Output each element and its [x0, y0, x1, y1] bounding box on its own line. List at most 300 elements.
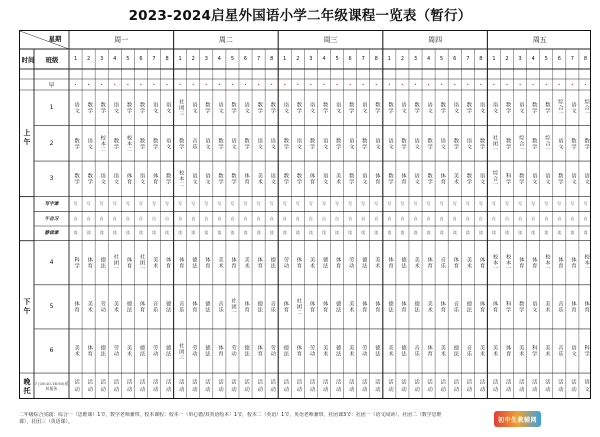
timetable-cell: 体育: [177, 257, 184, 269]
timetable-cell: 语文: [452, 102, 459, 114]
page-title: 2023-2024启星外国语小学二年级课程一览表（暂行）: [128, 8, 472, 24]
timetable-cell: 语文: [360, 173, 367, 185]
timetable-cell: 写: [374, 200, 379, 206]
timetable-cell: 劳动: [99, 301, 106, 313]
timetable-cell: 劳动: [347, 257, 354, 269]
timetable-cell: 体育: [256, 257, 263, 269]
timetable-cell: 科学: [73, 257, 80, 269]
timetable-cell: 活动: [556, 379, 563, 394]
timetable-cell: 语文: [478, 173, 485, 185]
timetable-cell: 写: [557, 200, 562, 206]
timetable-cell: 体育: [583, 301, 590, 313]
timetable-cell: 社团三: [177, 342, 184, 360]
timetable-cell: 劳动: [269, 345, 276, 357]
morning-cell: •: [205, 82, 208, 87]
timetable-cell: 语文: [517, 102, 524, 114]
morning-cell: •: [571, 82, 574, 87]
timetable-cell: 德法: [243, 345, 250, 357]
timetable-cell: 语文: [308, 102, 315, 114]
timetable-cell: 读: [478, 230, 483, 236]
timetable-cell: 活动: [347, 379, 354, 394]
class-number-header: 7: [466, 56, 470, 62]
timetable-cell: 体育: [151, 173, 158, 185]
timetable-cell: 体育: [256, 345, 263, 357]
timetable-cell: 体育: [86, 257, 93, 269]
class-number-header: 1: [387, 56, 391, 62]
timetable-cell: 自: [557, 215, 562, 221]
row-label-6: 静读课: [44, 231, 59, 237]
timetable-cell: 数学: [386, 173, 393, 185]
timetable-cell: 体育: [439, 173, 446, 185]
class-number-header: 8: [374, 56, 378, 62]
timetable-cell: 语文: [413, 137, 420, 149]
timetable-cell: 自: [138, 215, 143, 221]
timetable-cell: 体育: [400, 301, 407, 313]
section-morning: 上午: [23, 128, 31, 147]
timetable-cell: 活动: [177, 379, 184, 394]
class-header-label: 班级: [45, 55, 59, 64]
timetable-cell: 数学: [426, 137, 433, 149]
timetable-cell: 读: [282, 230, 287, 236]
timetable-cell: 活动: [99, 379, 106, 394]
morning-cell: •: [558, 82, 561, 87]
morning-cell: •: [322, 82, 326, 87]
timetable-cell: 读: [151, 230, 156, 236]
timetable-cell: 读: [125, 230, 130, 236]
class-number-header: 2: [87, 56, 91, 62]
class-number-header: 7: [152, 56, 156, 62]
morning-cell: •: [335, 82, 339, 87]
timetable-cell: 写: [321, 200, 326, 206]
timetable-cell: 读: [505, 230, 509, 236]
timetable-cell: 体育: [491, 301, 498, 313]
day-header-2: 周二: [218, 36, 233, 44]
timetable-cell: 语文: [373, 137, 380, 149]
timetable-cell: 数学: [269, 102, 276, 114]
timetable-cell: 音乐: [465, 345, 472, 357]
timetable-cell: 自: [178, 215, 183, 221]
morning-cell: •: [544, 82, 548, 87]
timetable-cell: 综合一: [517, 134, 524, 152]
morning-cell: •: [165, 82, 169, 87]
timetable-cell: 写: [387, 200, 392, 206]
timetable-cell: 语文: [570, 345, 577, 357]
timetable-cell: 数学: [504, 137, 511, 149]
timetable-cell: 语文: [530, 173, 537, 185]
timetable-cell: 读: [491, 230, 496, 236]
timetable-cell: 写: [465, 200, 470, 206]
timetable-cell: 活动: [269, 379, 276, 394]
timetable-cell: 写: [505, 200, 509, 206]
timetable-cell: 读: [557, 230, 562, 236]
timetable-cell: 语文: [556, 137, 563, 149]
timetable-cell: 美术: [347, 345, 354, 357]
timetable-cell: 写: [439, 200, 444, 206]
timetable-cell: 写: [243, 200, 248, 206]
timetable-cell: 德法: [164, 301, 171, 313]
timetable-cell: 德法: [99, 345, 106, 357]
timetable-cell: 写: [426, 200, 431, 206]
timetable-cell: 语文: [491, 102, 498, 114]
timetable-cell: 写: [112, 200, 117, 206]
timetable-cell: 读: [400, 230, 405, 236]
morning-cell: •: [309, 82, 313, 87]
timetable-cell: 体育: [386, 257, 393, 269]
timetable-cell: 读: [178, 230, 183, 236]
timetable-cell: 德法: [360, 257, 367, 269]
timetable-cell: 自: [374, 215, 379, 221]
timetable-cell: 校本一: [491, 254, 498, 272]
timetable-cell: 社团二: [295, 298, 302, 316]
timetable-cell: 读: [439, 230, 444, 236]
timetable-cell: 美术: [373, 257, 380, 269]
timetable-cell: 校本一: [583, 254, 590, 272]
timetable-cell: 语文: [570, 102, 577, 114]
timetable-cell: 美术: [151, 257, 158, 269]
timetable-cell: 德法: [125, 301, 132, 313]
timetable-cell: 体育: [190, 301, 197, 313]
timetable-cell: 数学: [452, 137, 459, 149]
timetable-cell: 数学: [517, 173, 524, 185]
morning-cell: •: [231, 82, 234, 87]
timetable-cell: 自: [86, 215, 91, 221]
timetable-cell: 体育: [478, 257, 485, 269]
timetable-cell: 自: [73, 215, 78, 221]
timetable-cell: 写: [73, 200, 78, 206]
timetable-cell: 美术: [517, 345, 524, 357]
timetable-cell: 美术: [439, 345, 446, 357]
timetable-cell: 音乐: [452, 301, 459, 313]
timetable-cell: 德法: [465, 301, 472, 313]
timetable-cell: 语文: [138, 173, 145, 185]
timetable-cell: 语文: [190, 173, 197, 185]
row-label-2: 2: [49, 139, 54, 147]
timetable-cell: 写: [138, 200, 143, 206]
timetable-cell: 语文: [334, 102, 341, 114]
timetable-cell: 读: [256, 230, 261, 236]
timetable-cell: 音乐: [217, 301, 223, 313]
timetable-cell: 自: [243, 215, 248, 221]
class-number-header: 1: [178, 56, 182, 62]
timetable-cell: 美术: [491, 345, 498, 357]
timetable-cell: 音乐: [556, 301, 563, 313]
timetable-cell: 数学: [517, 301, 524, 313]
timetable-cell: 数学: [112, 137, 119, 149]
timetable-cell: 美术: [321, 345, 328, 357]
class-number-header: 4: [217, 56, 221, 62]
timetable-cell: 写: [269, 200, 274, 206]
timetable-cell: 数学: [556, 173, 563, 185]
timetable-cell: 读: [465, 230, 470, 236]
morning-cell: •: [74, 82, 77, 87]
timetable-cell: 体育: [439, 301, 446, 313]
timetable-cell: 语文: [164, 137, 171, 149]
timetable-cell: 自: [335, 215, 340, 221]
timetable-cell: 语文: [321, 137, 328, 149]
timetable-cell: 活动: [504, 379, 511, 394]
timetable-cell: 写: [570, 200, 575, 206]
timetable-cell: 体育: [517, 257, 524, 269]
class-number-header: 8: [165, 56, 169, 62]
morning-cell: •: [361, 82, 365, 87]
timetable-cell: 自: [151, 215, 156, 221]
timetable-cell: 音乐: [190, 137, 197, 149]
timetable-cell: 读: [165, 230, 170, 236]
timetable-cell: 体育: [125, 257, 132, 269]
timetable-cell: 数学: [86, 102, 93, 114]
morning-cell: •: [375, 82, 378, 87]
timetable-cell: 音乐: [269, 301, 276, 313]
class-number-header: 3: [518, 56, 522, 62]
timetable-cell: 语文: [256, 137, 263, 149]
class-number-header: 6: [243, 56, 248, 62]
timetable-cell: 体育: [203, 257, 210, 269]
morning-cell: •: [191, 82, 195, 87]
class-number-header: 4: [322, 56, 326, 62]
morning-cell: •: [100, 82, 103, 87]
timetable-cell: 德法: [256, 301, 263, 313]
timetable-cell: 写: [348, 200, 353, 206]
timetable-cell: 数学: [413, 102, 420, 114]
timetable-cell: 德法: [386, 301, 393, 313]
timetable-cell: 综合一: [543, 134, 550, 152]
timetable-cell: 体育: [426, 345, 433, 357]
row-label-1: 1: [49, 104, 54, 112]
class-number-header: 7: [361, 56, 365, 62]
timetable-cell: 活动: [217, 379, 223, 394]
timetable-cell: 数学: [465, 173, 472, 185]
timetable-cell: 德法: [203, 345, 210, 357]
timetable-cell: 美术: [452, 173, 459, 185]
timetable-cell: 体育: [308, 301, 315, 313]
timetable-cell: 数学: [282, 137, 289, 149]
timetable-cell: 美术: [112, 301, 119, 313]
class-number-header: 6: [557, 56, 561, 62]
timetable-cell: 数学: [99, 102, 106, 114]
timetable-cell: 体育: [334, 257, 341, 269]
timetable-cell: 自: [544, 215, 549, 221]
timetable-cell: 活动: [308, 379, 315, 394]
class-number-header: 2: [505, 56, 509, 62]
timetable-cell: 数学: [138, 137, 145, 149]
timetable-cell: 美术: [413, 257, 420, 269]
timetable-cell: 美术: [478, 345, 485, 357]
class-number-header: 1: [283, 56, 287, 62]
timetable-cell: 美术: [125, 345, 132, 357]
timetable-cell: 语文: [543, 173, 550, 185]
timetable-cell: 语文: [269, 137, 276, 149]
timetable-cell: 语文: [295, 137, 302, 149]
timetable-cell: 数学: [177, 137, 184, 149]
timetable-cell: 自: [387, 215, 392, 221]
timetable-cell: 自: [295, 215, 300, 221]
timetable-cell: 读: [583, 230, 588, 236]
timetable-cell: 数学: [530, 102, 537, 114]
timetable-cell: 读: [295, 230, 300, 236]
timetable-cell: 语文: [413, 173, 420, 185]
timetable-cell: 活动: [478, 379, 485, 394]
timetable-cell: 读: [308, 230, 313, 236]
timetable-cell: 活动: [360, 379, 367, 394]
timetable-cell: 德法: [99, 257, 106, 269]
timetable-cell: 活动: [151, 379, 158, 394]
morning-cell: •: [401, 82, 404, 87]
timetable-cell: 写: [99, 200, 104, 206]
timetable-cell: 科学: [583, 345, 590, 357]
class-number-header: 3: [204, 56, 208, 62]
timetable-cell: 数学: [334, 137, 341, 149]
row-label-9: 6: [49, 347, 54, 355]
timetable-cell: 社团一: [491, 134, 498, 152]
timetable-cell: 自: [348, 215, 353, 221]
class-number-header: 5: [230, 56, 235, 62]
timetable-cell: 校本二: [125, 134, 132, 152]
timetable-cell: 语文: [73, 102, 80, 114]
timetable-cell: 数学: [282, 173, 289, 185]
timetable-cell: 劳动: [151, 345, 158, 357]
timetable-cell: 德法: [282, 345, 289, 357]
timetable-cell: 读: [269, 230, 274, 236]
morning-cell: •: [283, 82, 286, 87]
timetable-cell: 数学: [439, 102, 446, 114]
timetable-cell: 体育: [308, 173, 315, 185]
timetable-cell: 语文: [230, 137, 237, 149]
timetable-cell: 读: [86, 230, 91, 236]
timetable-cell: 读: [361, 230, 366, 236]
timetable-cell: 写: [413, 200, 418, 206]
timetable-cell: 活动: [295, 379, 302, 394]
timetable-cell: 读: [387, 230, 392, 236]
timetable-cell: 数学: [465, 102, 472, 114]
timetable-cell: 数学: [543, 102, 550, 114]
class-number-header: 3: [413, 56, 418, 62]
timetable-cell: 体育: [478, 301, 485, 313]
timetable-cell: 自: [361, 215, 366, 221]
morning-cell: •: [244, 82, 247, 87]
timetable-cell: 体育: [86, 345, 93, 357]
row-label-morning-reading: 早: [48, 82, 55, 89]
timetable-cell: 语文: [570, 173, 577, 185]
timetable-cell: 读: [204, 230, 209, 236]
timetable-cell: 体育: [125, 173, 132, 185]
class-number-header: 8: [270, 56, 274, 62]
timetable-cell: 体育: [138, 301, 145, 313]
timetable-cell: 劳动: [112, 345, 119, 357]
timetable-cell: 写: [151, 200, 156, 206]
timetable-cell: 语文: [151, 102, 158, 114]
class-number-header: 6: [453, 56, 457, 62]
timetable-cell: 活动: [73, 379, 80, 394]
timetable-cell: 劳动: [308, 345, 315, 357]
timetable-cell: 读: [243, 230, 248, 236]
timetable-cell: 数学: [504, 102, 511, 114]
morning-cell: •: [479, 82, 483, 87]
timetable-cell: 语文: [400, 102, 407, 114]
timetable-cell: 科学: [504, 173, 511, 185]
timetable-cell: 语文: [321, 173, 328, 185]
timetable-cell: 活动: [530, 379, 537, 394]
timetable-cell: 体育: [373, 173, 380, 185]
timetable-cell: 读: [99, 230, 104, 236]
timetable-cell: 自: [321, 215, 326, 221]
morning-cell: •: [453, 82, 456, 87]
timetable-cell: 写: [400, 200, 405, 206]
class-number-header: 5: [335, 56, 339, 62]
timetable-cell: 劳动: [360, 345, 367, 357]
timetable-cell: 德法: [190, 257, 197, 269]
timetable-cell: 数学: [360, 137, 367, 149]
class-number-header: 7: [256, 56, 261, 62]
morning-cell: •: [178, 82, 182, 87]
timetable-cell: 自: [112, 215, 117, 221]
timetable-cell: 体育: [556, 257, 563, 269]
timetable-cell: 美术: [386, 345, 393, 357]
timetable-cell: 数学: [151, 137, 158, 149]
timetable-cell: 活动: [491, 379, 498, 394]
timetable-cell: 德法: [413, 301, 420, 313]
timetable-cell: 校本一: [504, 254, 511, 272]
timetable-cell: 活动: [86, 379, 93, 394]
timetable-cell: 数学: [386, 102, 393, 114]
class-number-header: 4: [113, 56, 117, 62]
timetable-cell: 德法: [269, 257, 276, 269]
timetable-cell: 美术: [243, 257, 250, 269]
day-header-3: 周三: [323, 36, 338, 44]
timetable-cell: 写: [165, 200, 170, 206]
timetable-cell: 语文: [217, 102, 223, 114]
timetable-cell: 校本二: [177, 170, 184, 188]
timetable-cell: 自: [413, 215, 418, 221]
timetable-cell: 语文: [347, 137, 354, 149]
timetable-cell: 科学: [504, 301, 511, 313]
timetable-cell: 自: [191, 215, 196, 221]
row-label-7: 4: [49, 259, 54, 267]
timetable-cell: 读: [321, 230, 326, 236]
timetable-cell: 音乐: [556, 345, 563, 357]
class-number-header: 5: [126, 56, 130, 62]
timetable-cell: 自: [400, 215, 405, 221]
section-afternoon: 下午: [23, 297, 31, 316]
timetable-cell: 活动: [321, 379, 328, 394]
timetable-cell: 写: [125, 200, 130, 206]
timetable-cell: 写: [478, 200, 483, 206]
timetable-cell: 德法: [164, 345, 171, 357]
watermark-logo: [494, 411, 541, 427]
morning-cell: •: [139, 82, 143, 87]
timetable-cell: 写: [282, 200, 287, 206]
timetable-cell: 美术: [334, 173, 341, 185]
timetable-cell: 数学: [86, 173, 93, 185]
timetable-cell: 活动: [125, 379, 132, 394]
row-label-8: 5: [49, 303, 54, 311]
timetable-cell: 自: [465, 215, 470, 221]
timetable-cell: 体育: [73, 301, 80, 313]
timetable-cell: 体育: [400, 173, 407, 185]
timetable-cell: 自: [269, 215, 274, 221]
class-number-header: 2: [400, 56, 404, 62]
timetable-cell: 数学: [583, 137, 590, 149]
timetable-cell: 写: [217, 200, 222, 206]
timetable-cell: 读: [348, 230, 353, 236]
timetable-cell: 活动: [282, 379, 289, 394]
timetable-cell: 数学: [138, 102, 145, 114]
timetable-cell: 德法: [321, 257, 328, 269]
timetable-cell: 体育: [570, 301, 577, 313]
timetable-cell: 活动: [452, 379, 459, 394]
morning-cell: •: [296, 82, 300, 87]
timetable-cell: 活动: [203, 379, 210, 394]
timetable-cell: 自: [478, 215, 483, 221]
